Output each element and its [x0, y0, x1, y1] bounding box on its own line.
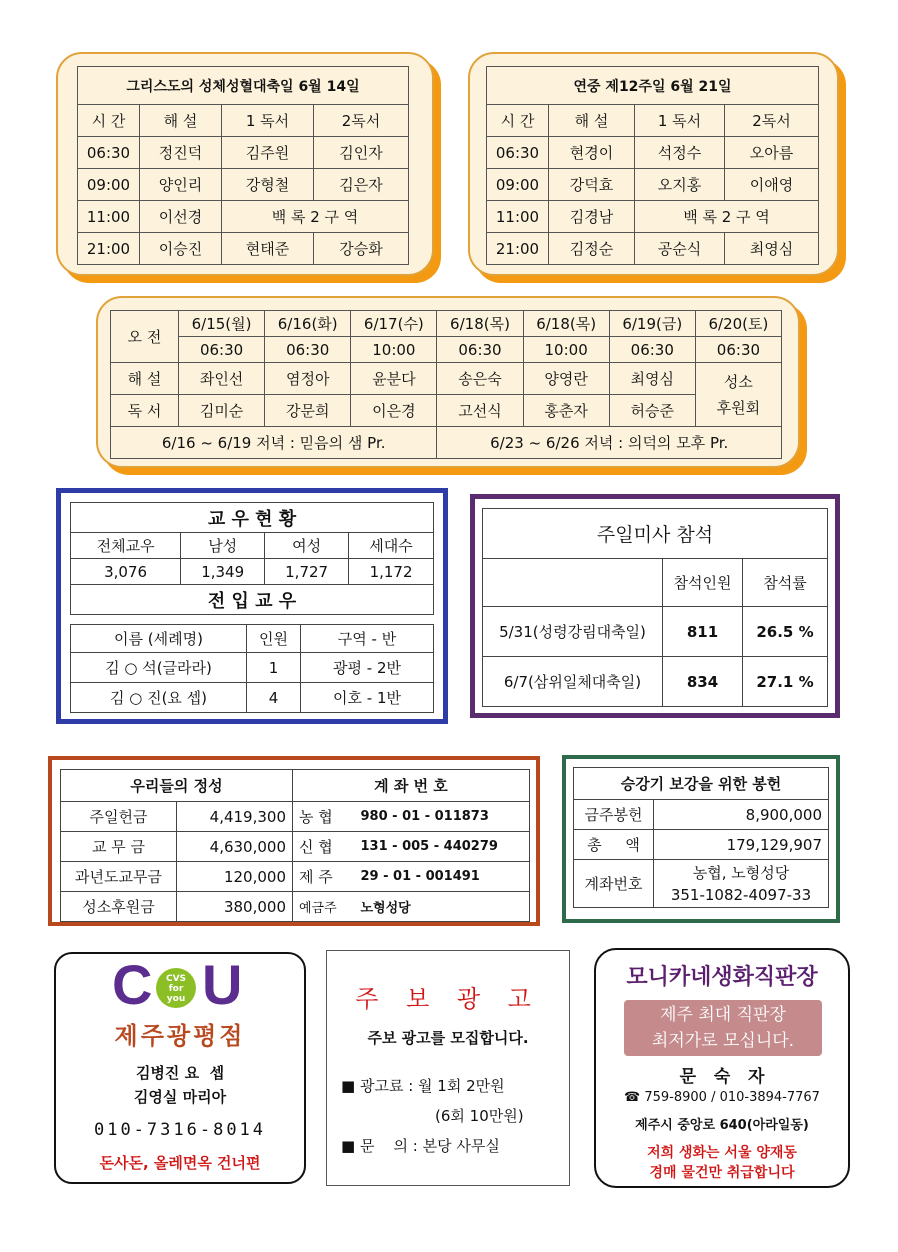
label-morning: 오 전: [111, 311, 179, 363]
cu-logo-u: U: [202, 953, 243, 1016]
table-row: 06:30 정진덕 김주원 김인자: [78, 137, 409, 169]
table-row: 6/7(삼위일체대축일) 834 27.1 %: [483, 657, 828, 707]
cu-owner-1: 김병진 요 셉: [135, 1064, 225, 1082]
bulletin-ad-subtitle: 주보 광고를 모집합니다.: [367, 1029, 529, 1047]
bulletin-ad-title: 주 보 광 고: [355, 985, 541, 1013]
offering-title: 우리들의 정성: [61, 770, 293, 802]
group-vocation-support: 성소 후원회: [695, 363, 781, 427]
ad-monica: [594, 948, 850, 1188]
table-row: 5/31(성령강림대축일) 811 26.5 %: [483, 607, 828, 657]
header-reading2: 2독서: [725, 105, 819, 137]
table-row: 21:00 김정순 공순식 최영심: [487, 233, 819, 265]
label-commentary: 해 설: [111, 363, 179, 395]
table-row: 과년도교무금 120,000 제 주 29 - 01 - 001491: [61, 862, 530, 892]
table-row: 계좌번호 농협, 노형성당 351-1082-4097-33: [574, 860, 829, 908]
cu-phone: 010-7316-8014: [93, 1120, 267, 1140]
bullet-icon: ■: [341, 1077, 356, 1095]
offering-frame: [48, 756, 540, 926]
table-row: 성소후원금 380,000 예금주 노형성당: [61, 892, 530, 922]
label-reading: 독 서: [111, 395, 179, 427]
cu-logo-c: C: [112, 953, 153, 1016]
bullet-icon: ■: [341, 1137, 356, 1155]
table-row: 김 ○ 석(글라라) 1 광평 - 2반: [71, 653, 434, 683]
members-title: 교 우 현 황: [71, 503, 434, 533]
cu-owner-2: 김영실 마리아: [133, 1088, 227, 1106]
table-row: 총 액 179,129,907: [574, 830, 829, 860]
monica-phone: ☎ 759-8900 / 010-3894-7767: [624, 1090, 820, 1105]
attendance-table: 주일미사 참석 참석인원 참석률 5/31(성령강림대축일) 811 26.5 % 6/7(삼위일체대축일) 834 27.1 %: [482, 508, 828, 707]
header-reading1: 1 독서: [635, 105, 725, 137]
newcomers-table: 이름 (세례명) 인원 구역 - 반 김 ○ 석(글라라) 1 광평 - 2반 김 ○ 진(요 셉) 4 이호 - 1반: [70, 624, 434, 713]
bulletin-ad-inquiry: ■ 문 의 : 본당 사무실: [341, 1137, 500, 1155]
schedule-title: 그리스도의 성체성혈대축일 6월 14일: [78, 67, 409, 105]
members-table: 교 우 현 황 전체교우 남성 여성 세대수 3,076 1,349 1,727 1,172 전 입 교 우: [70, 502, 434, 615]
table-row: 11:00 김경남 백 록 2 구 역: [487, 201, 819, 233]
newcomers-title: 전 입 교 우: [71, 585, 434, 615]
table-row: 21:00 이승진 현태준 강승화: [78, 233, 409, 265]
ad-bulletin: [326, 950, 570, 1186]
monica-banner: 제주 최대 직판장 최저가로 모십니다.: [624, 1000, 822, 1056]
monica-note-2: 경매 물건만 취급합니다: [649, 1165, 795, 1181]
table-row: 09:00 양인리 강형철 김은자: [78, 169, 409, 201]
header-time: 시 간: [487, 105, 549, 137]
members-frame: [56, 488, 448, 724]
attendance-frame: [470, 494, 840, 718]
elevator-title: 승강기 보강을 위한 봉헌: [574, 768, 829, 800]
elevator-table: [573, 767, 829, 908]
table-row: 06:30 현경이 석정수 오아름: [487, 137, 819, 169]
monica-owner: 문 숙 자: [679, 1067, 765, 1087]
monica-note-1: 저희 생화는 서울 양재동: [647, 1145, 797, 1161]
evening-note-2: 6/23 ~ 6/26 저녁 : 의덕의 모후 Pr.: [437, 427, 782, 459]
cu-logo: [112, 953, 252, 1016]
cu-store-name: 제주광평점: [114, 1022, 246, 1050]
monica-address: 제주시 중앙로 640(아라일동): [635, 1118, 809, 1133]
header-time: 시 간: [78, 105, 140, 137]
table-row: 09:00 강덕효 오지홍 이애영: [487, 169, 819, 201]
evening-note-1: 6/16 ~ 6/19 저녁 : 믿음의 샘 Pr.: [111, 427, 437, 459]
header-reading2: 2독서: [314, 105, 409, 137]
offering-table: [60, 769, 530, 922]
monica-title: 모니카네생화직판장: [626, 965, 818, 990]
bulletin-ad-fee-2: (6회 10만원): [435, 1107, 524, 1125]
header-reading1: 1 독서: [222, 105, 314, 137]
weekday-table: 오 전 6/15(월) 6/16(화) 6/17(수) 6/18(목) 6/18(목) 6/19(금) 6/20(토) 06:30 06:30 10:00 06:30 10:00 06:30 06:30 해 설 좌인선 염정아 윤분다 송은숙 양영란 최영심 성소 후원회 독 서 김미순 강문희 이은경 고선식 홍춘자 허승준 6/16 ~ 6/19 저녁 : 믿음의 샘 Pr. 6/23 ~ 6/26 저녁 : 의덕의 모후 Pr.: [110, 310, 782, 459]
schedule-table-1: [77, 66, 409, 265]
ad-cu: [54, 952, 306, 1184]
table-row: 금주봉헌 8,900,000: [574, 800, 829, 830]
elevator-frame: [562, 755, 840, 923]
cu-logo-badge: CVS for you: [156, 968, 196, 1008]
attendance-title: 주일미사 참석: [483, 509, 828, 559]
table-row: 교 무 금 4,630,000 신 협 131 - 005 - 440279: [61, 832, 530, 862]
account-title: 계 좌 번 호: [293, 770, 530, 802]
schedule-title: 연중 제12주일 6월 21일: [487, 67, 819, 105]
bulletin-ad-fee: ■ 광고료 : 월 1회 2만원: [341, 1077, 505, 1095]
schedule-table-2: [486, 66, 819, 265]
table-row: 김 ○ 진(요 셉) 4 이호 - 1반: [71, 683, 434, 713]
table-row: 주일헌금 4,419,300 농 협 980 - 01 - 011873: [61, 802, 530, 832]
header-commentary: 해 설: [549, 105, 635, 137]
header-commentary: 해 설: [140, 105, 222, 137]
cu-location: 돈사돈, 올레면옥 건너편: [99, 1154, 261, 1172]
table-row: 11:00 이선경 백 록 2 구 역: [78, 201, 409, 233]
